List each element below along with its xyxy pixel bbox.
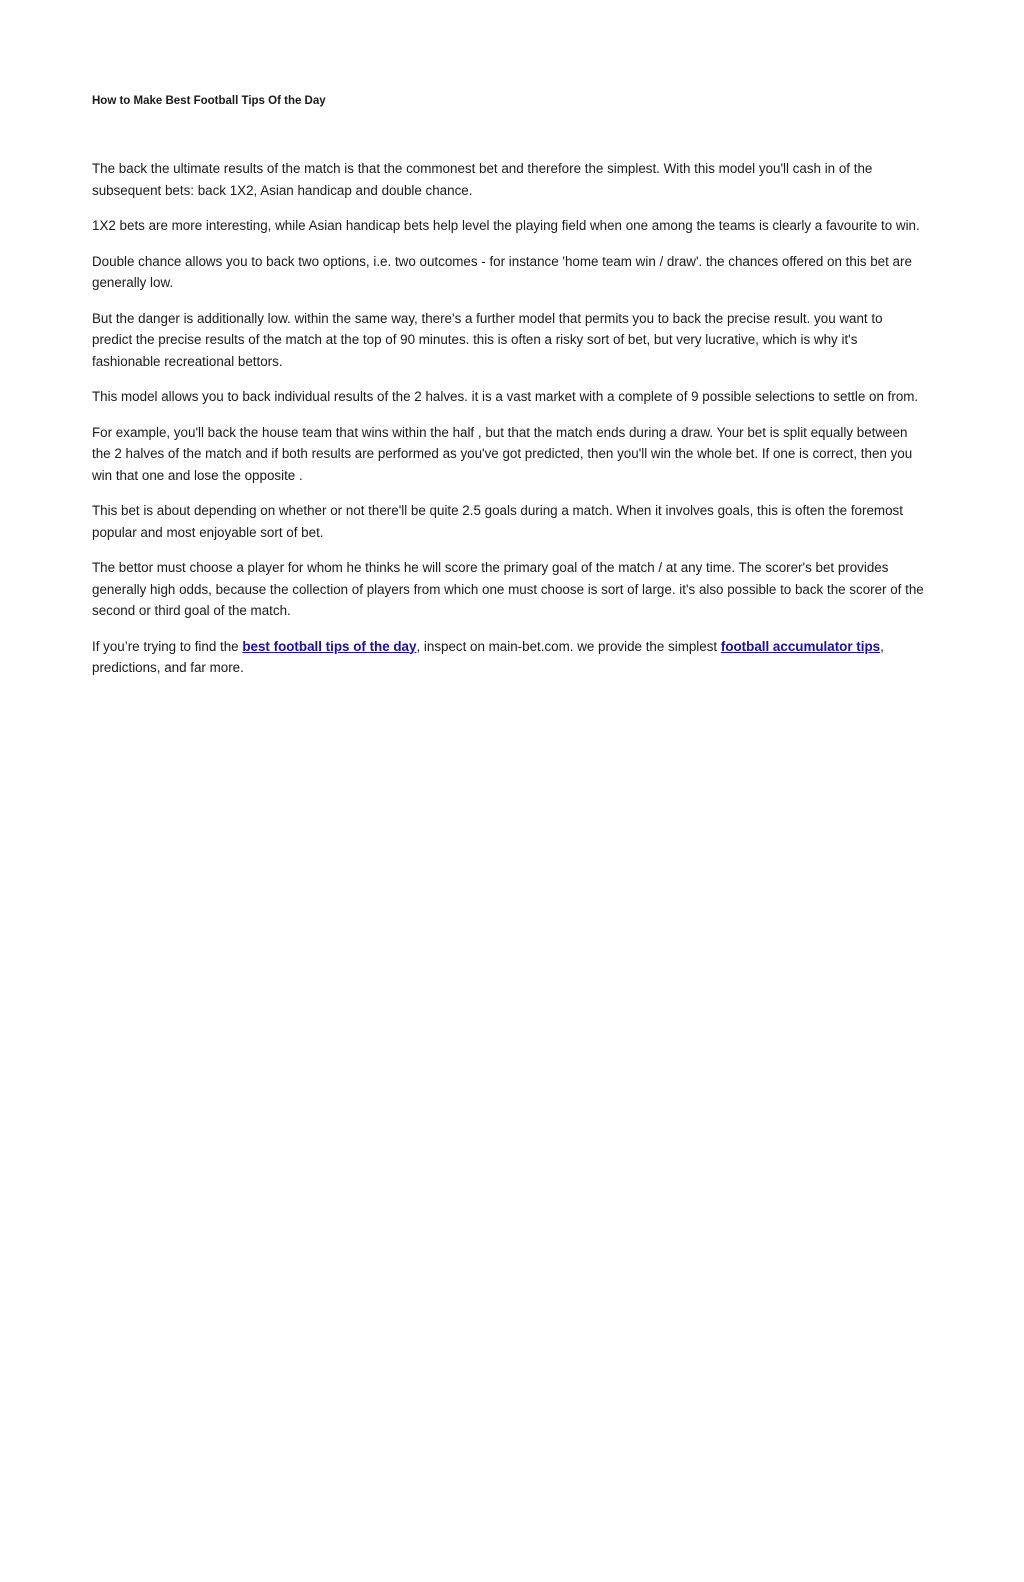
document-title: How to Make Best Football Tips Of the Day (92, 95, 326, 107)
paragraph-1: The back the ultimate results of the match is that the commonest bet and therefore the simplest. With this model you'll cash in of the subsequent bets: back 1X2, Asian handicap and double chance. (92, 161, 873, 198)
paragraph-7: This bet is about depending on whether or not there'll be quite 2.5 goals during a match. When it involves goals, this is often the foremost popular and most enjoyable sort of bet. (92, 503, 903, 540)
paragraph-6: For example, you'll back the house team that wins within the half , but that the match ends during a draw. Your bet is split equally between the 2 halves of the match and if both results are performed as you've got predicted, then you'll win the whole bet. If one is correct, then you win that one and lose the opposite . (92, 424, 913, 483)
final-text-2: , inspect on main-bet.com. we provide the simplest (416, 638, 721, 654)
paragraph-2: 1X2 bets are more interesting, while Asian handicap bets help level the playing field when one among the teams is clearly a favourite to win. (92, 218, 920, 233)
paragraph-3: Double chance allows you to back two options, i.e. two outcomes - for instance 'home team win / draw'. the chances offered on this bet are generally low. (92, 253, 912, 290)
paragraph-5: This model allows you to back individual results of the 2 halves. it is a vast market with a complete of 9 possible selections to settle on from. (92, 389, 919, 404)
final-text-1: If you’re trying to find the (92, 638, 243, 654)
best-football-tips-link[interactable]: best football tips of the day (242, 638, 417, 654)
final-text-3: , predictions, and far more. (92, 638, 884, 675)
paragraph-4: But the danger is additionally low. within the same way, there's a further model that permits you to back the precise result. you want to predict the precise results of the match at the top of 90 minutes. this is often a risky sort of bet, but very lucrative, which is why it's fashionable recreational bettors. (92, 310, 883, 369)
football-accumulator-tips-link[interactable]: football accumulator tips (720, 638, 881, 654)
paragraph-final (92, 636, 926, 679)
document-body (92, 158, 926, 693)
paragraph-8: The bettor must choose a player for whom he thinks he will score the primary goal of the match / at any time. The scorer's bet provides generally high odds, because the collection of players from which one must choose is sort of large. it's also possible to back the scorer of the second or third goal of the match. (92, 560, 924, 618)
